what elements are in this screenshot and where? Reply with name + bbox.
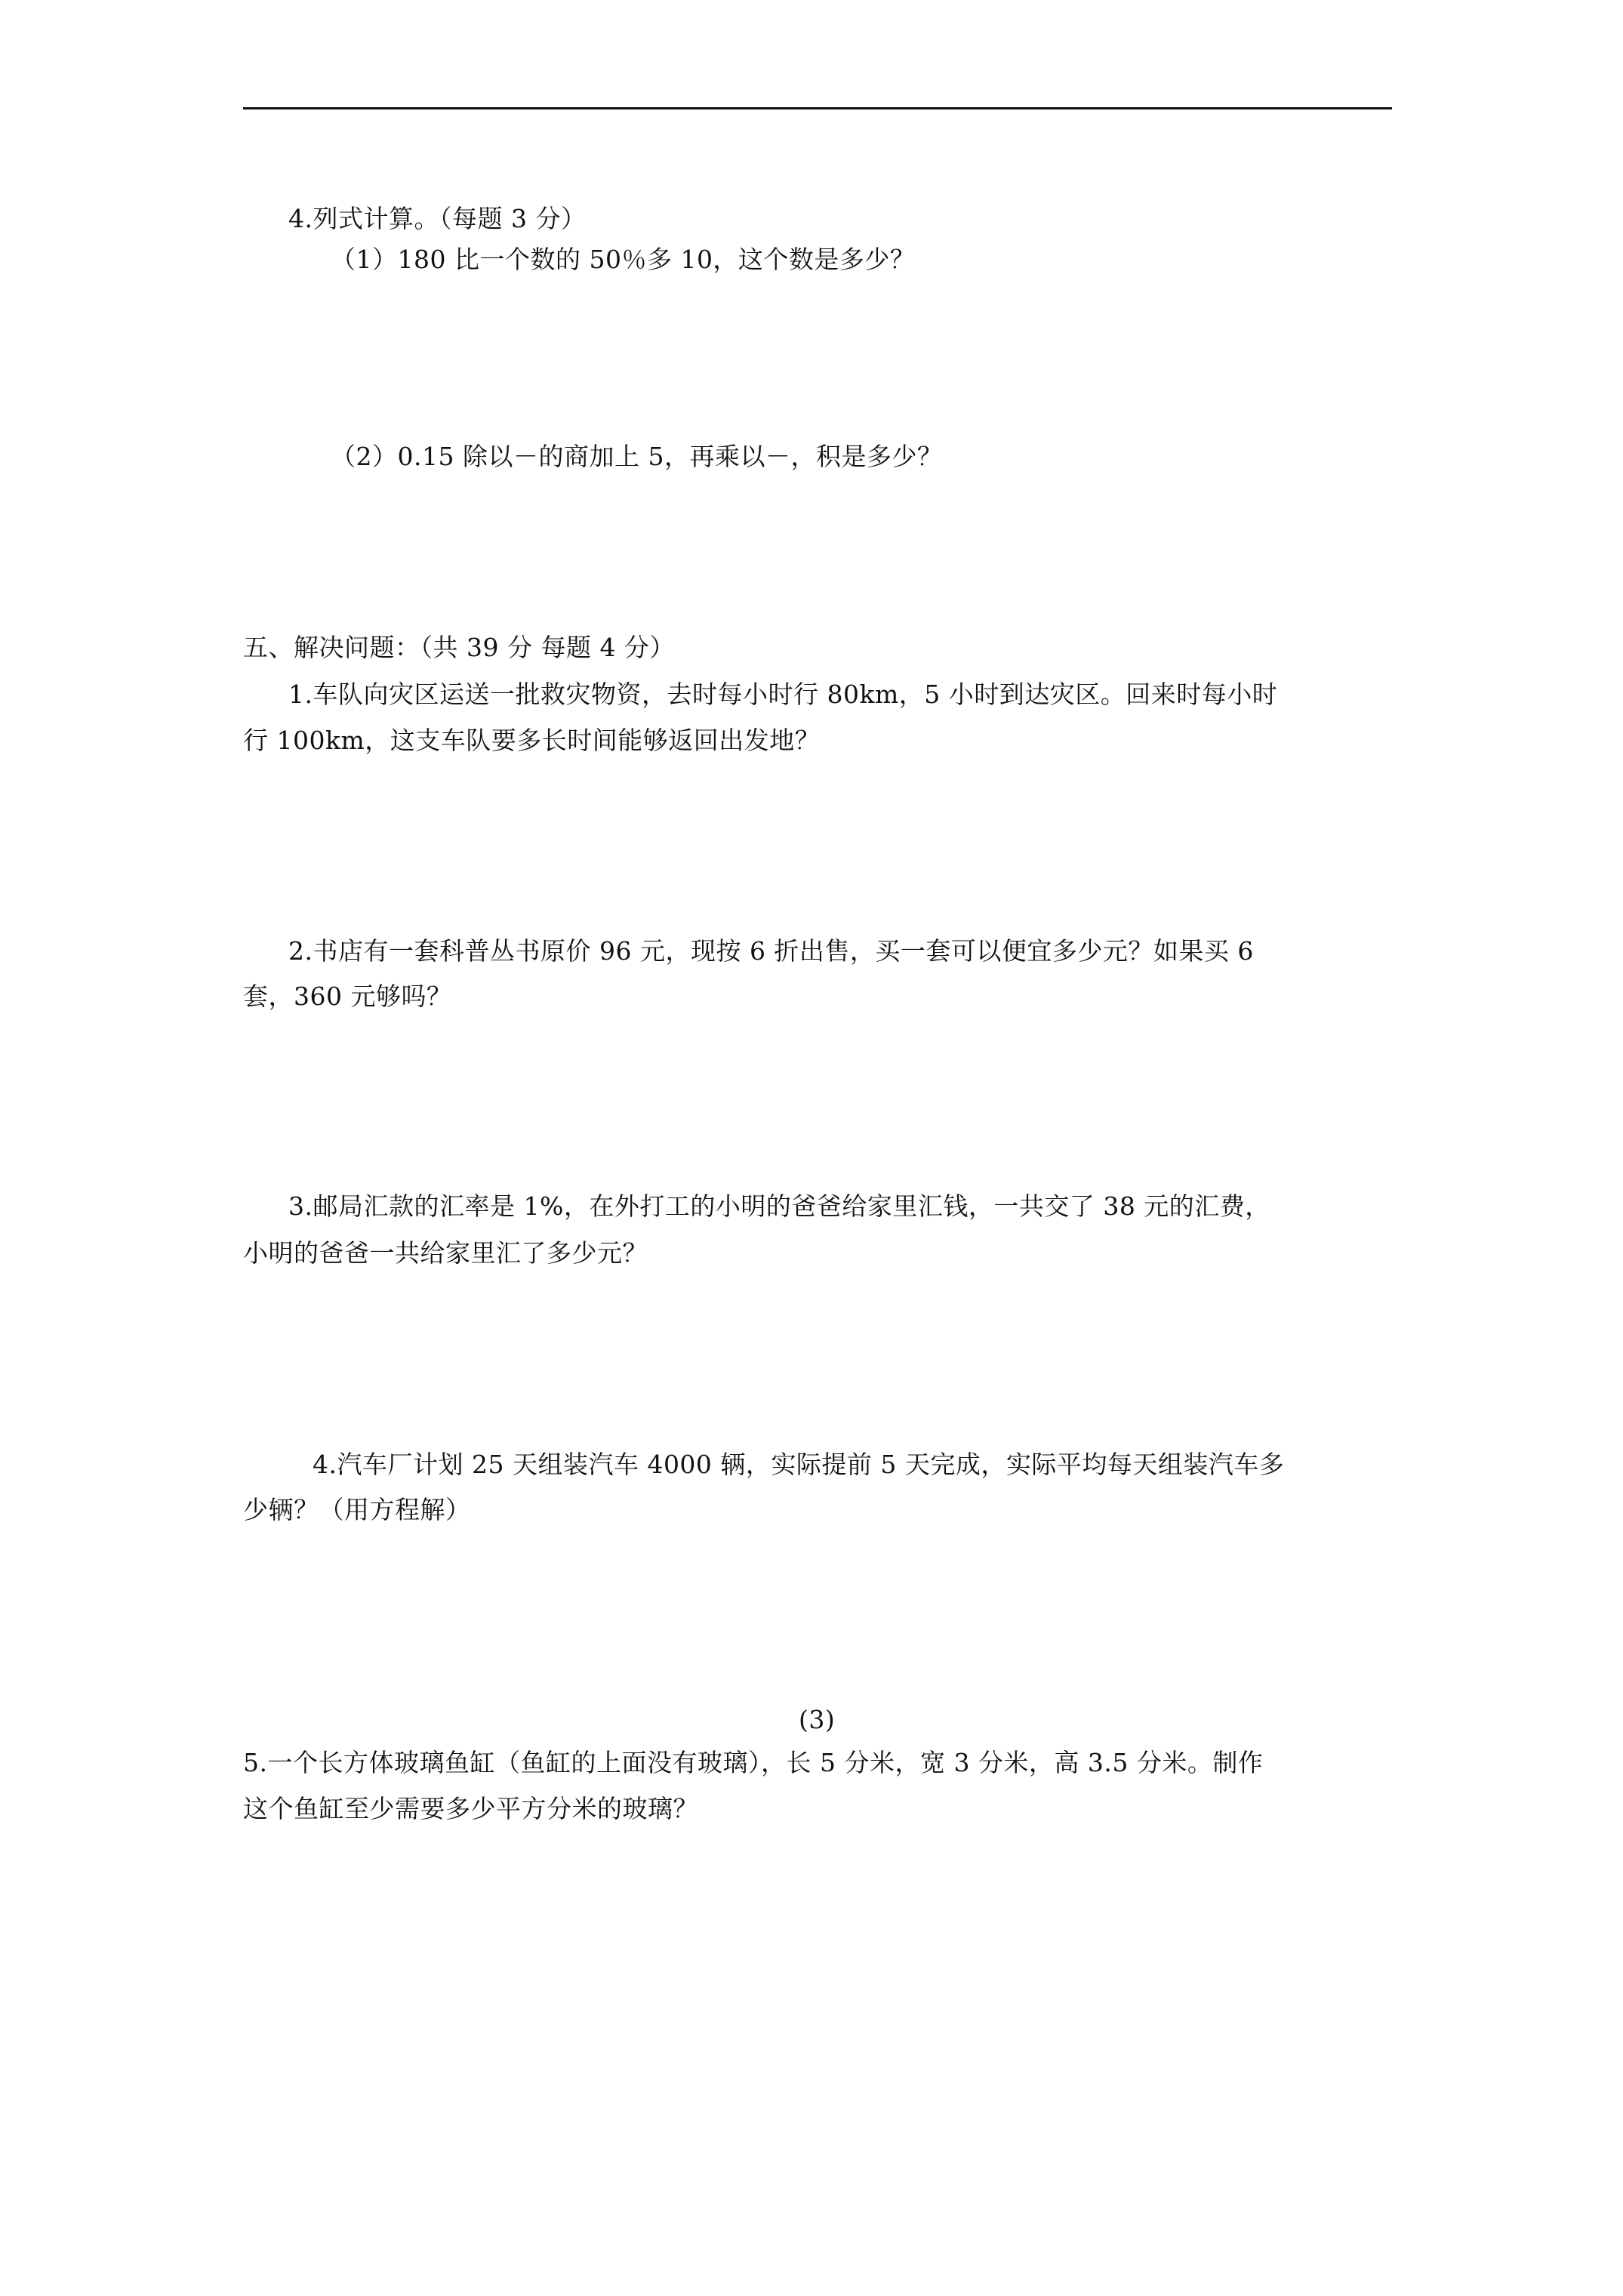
- problem-5-line-2: 这个鱼缸至少需要多少平方分米的玻璃？: [243, 1794, 698, 1823]
- problem-5-line-1: 5.一个长方体玻璃鱼缸（鱼缸的上面没有玻璃），长 5 分米，宽 3 分米，高 3.5 分米。制作: [243, 1748, 1264, 1777]
- section5-heading: 五、解决问题：（共 39 分 每题 4 分）: [243, 633, 675, 662]
- problem-3-line-1: 3.邮局汇款的汇率是 1%，在外打工的小明的爸爸给家里汇钱，一共交了 38 元的汇费，: [288, 1191, 1270, 1221]
- problem-3-line-2: 小明的爸爸一共给家里汇了多少元？: [243, 1238, 648, 1268]
- problem-2-line-2: 套，360 元够吗？: [243, 982, 452, 1011]
- problem-4-line-2: 少辆？（用方程解）: [243, 1495, 471, 1524]
- problem-1-line-1: 1.车队向灾区运送一批救灾物资，去时每小时行 80km，5 小时到达灾区。回来时每小时: [288, 680, 1278, 709]
- problem-2-line-1: 2.书店有一套科普丛书原价 96 元，现按 6 折出售，买一套可以便宜多少元？如果买 6: [288, 936, 1254, 966]
- part4-title: 4.列式计算。（每题 3 分）: [288, 204, 587, 233]
- header-rule: [243, 107, 1392, 109]
- part4-question-2: （2）0.15 除以－的商加上 5，再乘以－，积是多少？: [331, 442, 943, 471]
- problem-1-line-2: 行 100km，这支车队要多长时间能够返回出发地？: [243, 726, 821, 755]
- problem-4-line-1: 4.汽车厂计划 25 天组装汽车 4000 辆，实际提前 5 天完成，实际平均每天组装汽车多: [313, 1450, 1285, 1479]
- part4-question-1: （1）180 比一个数的 50％多 10，这个数是多少？: [331, 245, 916, 274]
- page-number: (3): [799, 1705, 836, 1734]
